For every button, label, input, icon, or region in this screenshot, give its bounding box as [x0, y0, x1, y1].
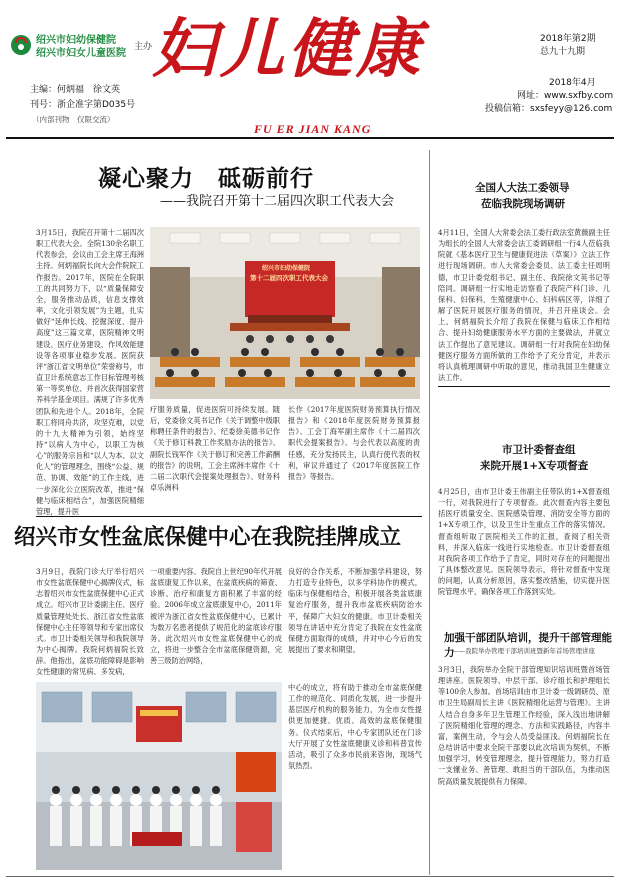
article1-col3: 长作《2017年度医院财务预算执行情况报告》和《2018年度医院财务预算报告》、工会丁海军副主席作《十二届四次职代会提案报告》。与会代表以高度的责任感，充分发扬民主，认真行使代表的权利，审议并通过了《2017年度医院工作报告》等报告。 [288, 405, 420, 481]
article3-headline2: 来院开展1+X专项督查 [480, 460, 589, 472]
article5-col2: 一项重要内容。我院自上世纪90年代开展盆底康复工作以来，在盆底疾病的筛查、诊断、治疗和康复方面积累了丰富的经验。2006年成立盆底康复中心，2011年被评为浙江省女性盆底保健中心，已累计为数万名患者提供了规范化的盆底诊疗服务。此次绍兴市女性盆底保健中心的成立，将进一步整合全市盆底保健资源，完善三级防治网络， [150, 567, 282, 666]
internal-note: （内部刊物 仅限交流） [32, 115, 115, 124]
masthead-rule [6, 137, 614, 139]
article4-headline: 加强干部团队培训，提升干部管理能力 [444, 632, 612, 659]
newspaper-title: 妇儿健康 [152, 12, 424, 87]
article3-headline: 市卫计委督查组 [502, 444, 576, 456]
article4-body: 3月3日，我院举办全院干部管理知识培训班暨首场管理讲座。医院领导、中层干部、诊疗组长和护理组长等100余人参加。首场培训由市卫计委一级调研员、原市卫生局副局长主讲《医院精细化运营与管理》。主讲人结合自身多年卫生管理工作经验，深入浅出地讲解了医院精细化管理的理念、方法和实践路径，内容丰富，案例生动，令与会人员受益匪浅。何炳福院长在总结讲话中要求全院干部要以此次培训为契机，不断加强学习，转变管理理念，提升管理能力，努力打造一支懂业务、善管理、敢担当的干部队伍，为推动医院高质量发展提供有力保障。 [438, 665, 610, 786]
article4-subhead: ——我院举办管理干部培训班暨新年首场管理讲座 [452, 647, 595, 655]
submission-email: 投稿信箱：sxsfeyy@126.com [485, 104, 613, 114]
title-pinyin: FU ER JIAN KANG [254, 122, 372, 136]
article1-photo [150, 227, 420, 399]
article3-body: 4月25日，由市卫计委王伟副主任带队的1+X督查组一行，对我院进行了专项督查。此次督查内容主要包括医疗质量安全、医院感染管理、消防安全等方面的1+X专项工作，以及卫生计生重点工作的落实情况。督查组听取了医院相关工作的汇报，查阅了相关资料，并深入临床一线进行实地检查。市卫计委督查组对我院各项工作给予了肯定，同时对存在的问题提出了具体整改意见。医院领导表示，将针对督查中发现的问题，认真分析原因，落实整改措施，切实提升医院管理水平，确保各项工作落到实处。 [438, 487, 610, 597]
article2-headline: 全国人大法工委领导 [475, 182, 570, 194]
bottom-rule [6, 876, 614, 877]
issue-number: 2018年第2期 [540, 34, 596, 44]
photo-banner-line2: 第十二届四次职工代表大会 [250, 274, 328, 282]
logo-line2: 绍兴市妇女儿童医院 [36, 48, 126, 59]
article1-divider [36, 516, 422, 517]
article1-subhead: ——我院召开第十二届四次职工代表大会 [160, 194, 395, 209]
hospital-logo-icon [10, 34, 32, 56]
article2-body: 4月11日，全国人大常委会法工委行政法室黄薇副主任为组长的全国人大常委会法工委调研组一行4人莅临我院就《基本医疗卫生与健康促进法（草案）》立法工作进行现场调研。市人大常委会委员、法工委主任周明德，市卫计委党组书记、副主任、我院徐文英书记等陪同。调研组一行实地走访察看了我院产科门诊、儿保科、妇保科、生殖健康中心、妇科病区等，详细了解了医院开展医疗服务的情况，并召开座谈会。会上，何炳福院长介绍了我院在保健与临床工作相结合、提升妇幼健康服务水平方面的主要做法，并就立法工作提出了意见建议。调研组一行对我院在妇幼保健医疗服务方面所做的工作给予了充分肯定，并表示将认真梳理调研中听取的意见，推动我国卫生健康立法工作。 [438, 228, 610, 383]
logo-tag: 主办 [134, 42, 153, 52]
editor: 主编：何炳福 徐文英 [30, 85, 121, 95]
registration-number: 刊号：浙企准字第D035号 [30, 100, 136, 110]
website: 网址：www.sxfby.com [517, 91, 614, 101]
article5-headline: 绍兴市女性盆底保健中心在我院挂牌成立 [14, 525, 402, 550]
right-column-divider [429, 150, 430, 875]
article5-photo [36, 682, 282, 870]
total-issue: 总九十九期 [540, 47, 586, 57]
article5-col4: 中心的成立，将有助于推动全市盆底保健工作的规范化、同质化发展，进一步提升基层医疗机构的服务能力，为全市女性提供更加便捷、优质、高效的盆底保健服务。仪式结束后，中心专家团队还在门诊大厅开展了女性盆底健康义诊和科普宣传活动，吸引了众多市民前来咨询，现场气氛热烈。 [288, 683, 422, 771]
article1-headline: 凝心聚力 砥砺前行 [98, 165, 314, 192]
article5-col1: 3月9日，我院门诊大厅举行绍兴市女性盆底保健中心揭牌仪式，标志着绍兴市女性盆底保健中心正式成立。绍兴市卫计委副主任、医疗质量管理处处长、浙江省女性盆底保健中心主任等领导和专家出席仪式。市卫计委相关领导和我院领导为中心揭牌。我院何炳福院长致辞。他指出，盆底功能障碍是影响女性健康的常见病、多发病， [36, 567, 144, 677]
photo-banner-line1: 绍兴市妇幼保健院 [262, 265, 311, 272]
article1-col2: 疗服务质量，促进医院可持续发展。随后，党委徐文英书记作《关于调整中级职称聘任条件的报告》、纪委徐美德书记作《关于修订科教工作奖励办法的报告》、副院长钱军作《关于修订和完善工作薪酬的报告》的说明，工会主席洲丰席作《十二届二次职代会提案处理报告》、财务科卓乐洲科 [150, 405, 280, 493]
article2-headline2: 莅临我院现场调研 [481, 198, 565, 210]
publish-date: 2018年4月 [549, 78, 596, 88]
masthead [0, 0, 620, 135]
article5-col3: 良好的合作关系，不断加强学科建设，努力打造专业特色，以多学科协作的模式，临床与保健相结合，积极开展各类盆底康复治疗服务，提升我市盆底疾病防治水平，保障广大妇女的健康。市卫计委相关领导在讲话中充分肯定了我院在女性盆底保健方面取得的成绩，并对中心今后的发展提出了要求和期望。 [288, 567, 422, 655]
article2-divider [438, 386, 610, 387]
logo-line1: 绍兴市妇幼保健院 [36, 35, 116, 46]
article1-col1: 3月15日，我院召开第十二届四次职工代表大会。全院130余名职工代表参会，会议由工会主席王海洲主持。何炳福院长向大会作院院工作报告。2017年，医院在全院职工的共同努力下，以“质量保障安全，服务推动品质，信息支撑效率，文化引领发展”为主题，扎实做好“延伸长线、挖掘深度、提升高度”这三篇文章，医院精神文明建设、医疗业务建设、作风效能建设等各项事业稳步发展。医院获评“浙江省文明单位”荣誉称号，市直卫计系统意志工作目标管理考核第一等奖单位、并首次获得国家营养科学基金项目。满规了许多优秀团队和先进个人。2018年，全院职工将同舟共济，攻坚克难，以党的十九大精神为引领，始终坚持“以病人为中心，以职工为核心”的服务宗旨和“以人为本、以文化人”的管理理念，围绕“公益、规范、协调、效能”的工作主线，进一步深化公立医院改革，推进“保健与临床相结合”，加强医院精细管理，提升医 [36, 228, 144, 516]
